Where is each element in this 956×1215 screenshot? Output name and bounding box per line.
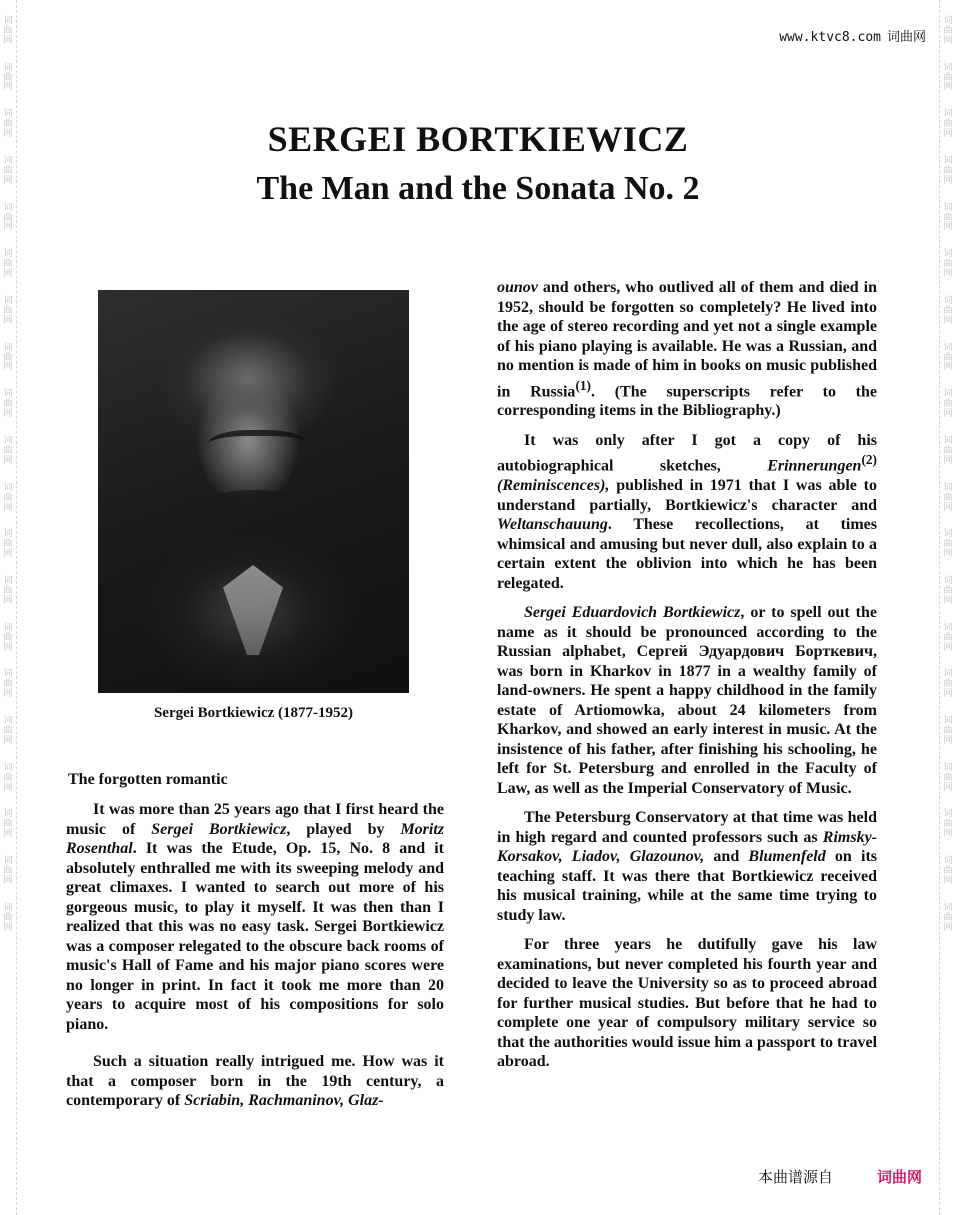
watermark-group (3, 810, 12, 840)
watermark-glyph: 网 (943, 82, 953, 93)
watermark-glyph: 曲 (3, 539, 13, 550)
watermark-group (3, 857, 12, 887)
italic-run: Blumenfeld (748, 848, 826, 866)
site-header (779, 26, 926, 45)
watermark-glyph: 网 (943, 175, 953, 186)
text-run: Such a situation really intrigued me. How was it that a composer born in the 19th century, a contemporary of (66, 1053, 444, 1109)
watermark-glyph: 网 (943, 269, 953, 280)
watermark-glyph: 词 (943, 716, 953, 727)
watermark-glyph: 曲 (3, 632, 13, 643)
italic-run: ounov (497, 279, 538, 296)
watermark-group (943, 857, 952, 887)
watermark-glyph: 网 (3, 129, 13, 140)
watermark-glyph: 网 (943, 922, 953, 933)
watermark-glyph: 网 (943, 455, 953, 466)
watermark-glyph: 曲 (3, 72, 13, 83)
watermark-glyph: 词 (3, 109, 13, 120)
watermark-group (943, 810, 952, 840)
watermark-glyph: 曲 (3, 912, 13, 923)
footer-brand-link[interactable]: 词曲网 (876, 1168, 922, 1186)
watermark-glyph: 曲 (3, 865, 13, 876)
watermark-glyph: 词 (943, 529, 953, 540)
watermark-glyph: 曲 (943, 725, 953, 736)
watermark-group (943, 530, 952, 560)
watermark-glyph: 网 (943, 782, 953, 793)
watermark-glyph: 曲 (943, 585, 953, 596)
photo-shading (213, 490, 293, 508)
watermark-glyph: 网 (3, 409, 13, 420)
watermark-glyph: 曲 (3, 165, 13, 176)
watermark-glyph: 曲 (943, 912, 953, 923)
watermark-glyph: 网 (3, 35, 13, 46)
watermark-glyph: 词 (3, 342, 13, 353)
watermark-glyph: 曲 (943, 305, 953, 316)
watermark-glyph: 曲 (3, 119, 13, 130)
section-heading: The forgotten romantic (68, 771, 228, 788)
footer (758, 1166, 922, 1187)
watermark-glyph: 曲 (3, 585, 13, 596)
watermark-glyph: 曲 (943, 772, 953, 783)
watermark-group (943, 624, 952, 654)
text-run: . It was the Etude, Op. 15, No. 8 and it absolutely enthralled me with its sweeping melody and great climaxes. I wanted to search out more of his gorgeous music, to play it myself. It was then than I realized that this was no easy task. Sergei Bortkiewicz was a composer relegated to the obscure back rooms of music's Hall of Fame and his major piano scores were no longer in print. In fact it took me more than 20 years to acquire most of his compositions for solo piano. (66, 840, 444, 1033)
watermark-glyph: 词 (943, 249, 953, 260)
watermark-glyph: 词 (3, 296, 13, 307)
text-run: , or to spell out the name as it should be pronounced according to the Russian alphabet, Сергей Эдуардович Борткевич, was born in Kharkov in 1877 in a wealthy family of land-owners. He spent a happy childhood in the family estate of Artiomowka, about 24 kilometers from Kharkov, and showed an early interest in music. At the insistence of his father, after finishing his schooling, he left for St. Petersburg and enrolled in the Faculty of Law, as well as the Imperial Conservatory of Music. (497, 604, 878, 797)
watermark-glyph: 网 (3, 875, 13, 886)
watermark-glyph: 曲 (3, 212, 13, 223)
watermark-glyph: 曲 (943, 25, 953, 36)
watermark-glyph: 网 (943, 735, 953, 746)
watermark-group (943, 577, 952, 607)
article-paragraph (497, 603, 877, 798)
watermark-group (943, 764, 952, 794)
photo-shading (208, 430, 308, 466)
watermark-glyph: 曲 (3, 259, 13, 270)
watermark-glyph: 网 (943, 502, 953, 513)
watermark-glyph: 词 (943, 902, 953, 913)
watermark-glyph: 曲 (943, 679, 953, 690)
watermark-glyph: 网 (3, 549, 13, 560)
watermark-glyph: 网 (943, 222, 953, 233)
watermark-glyph: 词 (3, 529, 13, 540)
text-run: It was only after I got a copy of his autobiographical sketches, (497, 431, 877, 475)
watermark-group (943, 390, 952, 420)
watermark-glyph: 曲 (943, 492, 953, 503)
watermark-group (3, 904, 12, 934)
article-column-right (497, 278, 877, 1072)
watermark-glyph: 词 (943, 296, 953, 307)
article-paragraph (497, 935, 877, 1072)
watermark-glyph: 词 (3, 762, 13, 773)
watermark-glyph: 词 (943, 856, 953, 867)
watermark-glyph: 词 (943, 389, 953, 400)
watermark-glyph: 网 (943, 595, 953, 606)
text-run: , played by (286, 820, 401, 838)
watermark-group (943, 297, 952, 327)
watermark-group (943, 670, 952, 700)
watermark-glyph: 词 (3, 902, 13, 913)
watermark-glyph: 曲 (3, 679, 13, 690)
footnote-ref: (2) (861, 452, 877, 468)
watermark-group (943, 17, 952, 47)
watermark-glyph: 词 (3, 62, 13, 73)
italic-run: Weltanschauung (497, 516, 608, 534)
watermark-glyph: 曲 (943, 865, 953, 876)
page-title: SERGEI BORTKIEWICZ (267, 119, 689, 159)
watermark-group (3, 530, 12, 560)
watermark-glyph: 曲 (3, 352, 13, 363)
italic-run: (Reminiscences), (497, 477, 610, 495)
watermark-glyph: 曲 (943, 72, 953, 83)
site-url-link[interactable]: www.ktvc8.com (779, 30, 881, 45)
watermark-glyph: 词 (3, 249, 13, 260)
watermark-group (3, 484, 12, 514)
watermark-glyph: 网 (3, 502, 13, 513)
text-run: The Petersburg Conservatory at that time was held in high regard and counted professors such as (497, 809, 877, 846)
watermark-glyph: 词 (3, 669, 13, 680)
watermark-glyph: 曲 (943, 399, 953, 410)
watermark-glyph: 网 (943, 362, 953, 373)
watermark-group (3, 390, 12, 420)
watermark-glyph: 曲 (3, 772, 13, 783)
watermark-glyph: 网 (943, 549, 953, 560)
watermark-glyph: 词 (943, 762, 953, 773)
watermark-glyph: 词 (943, 622, 953, 633)
watermark-group (3, 250, 12, 280)
italic-run: Rimsky-Korsakov, Liadov, Glazounov, (497, 828, 877, 866)
watermark-glyph: 词 (943, 669, 953, 680)
watermark-glyph: 词 (3, 16, 13, 26)
watermark-glyph: 网 (943, 689, 953, 700)
article-paragraph (66, 1052, 444, 1111)
watermark-glyph: 网 (943, 315, 953, 326)
article-column-left (66, 800, 444, 1111)
text-run: published in 1971 that I was able to understand partially, Bortkiewicz's character and (497, 477, 877, 514)
watermark-group (3, 624, 12, 654)
watermark-glyph: 曲 (943, 119, 953, 130)
watermark-glyph: 网 (3, 595, 13, 606)
watermark-glyph: 词 (943, 436, 953, 447)
watermark-group (3, 717, 12, 747)
watermark-glyph: 词 (943, 482, 953, 493)
portrait-photo (98, 290, 409, 693)
watermark-glyph: 曲 (943, 165, 953, 176)
watermark-glyph: 曲 (943, 632, 953, 643)
watermark-glyph: 词 (3, 436, 13, 447)
watermark-glyph: 网 (3, 829, 13, 840)
watermark-group (943, 250, 952, 280)
watermark-glyph: 词 (3, 482, 13, 493)
watermark-group (943, 204, 952, 234)
watermark-glyph: 网 (3, 782, 13, 793)
watermark-glyph: 网 (3, 362, 13, 373)
watermark-group (3, 64, 12, 94)
watermark-group (943, 484, 952, 514)
watermark-glyph: 词 (3, 856, 13, 867)
watermark-group (3, 204, 12, 234)
watermark-glyph: 网 (943, 129, 953, 140)
watermark-group (3, 17, 12, 47)
watermark-glyph: 曲 (3, 399, 13, 410)
watermark-glyph: 词 (943, 16, 953, 26)
watermark-glyph: 词 (3, 156, 13, 167)
watermark-glyph: 词 (3, 576, 13, 587)
watermark-glyph: 曲 (3, 445, 13, 456)
watermark-glyph: 网 (3, 82, 13, 93)
page-subtitle: The Man and the Sonata No. 2 (256, 170, 700, 207)
watermark-glyph: 网 (3, 642, 13, 653)
watermark-glyph: 网 (3, 735, 13, 746)
article-paragraph (497, 278, 877, 421)
watermark-glyph: 词 (943, 62, 953, 73)
article-paragraph (497, 431, 877, 593)
watermark-glyph: 曲 (3, 305, 13, 316)
watermark-glyph: 曲 (943, 212, 953, 223)
watermark-glyph: 词 (943, 576, 953, 587)
watermark-glyph: 词 (943, 342, 953, 353)
site-brand: 词曲网 (886, 30, 926, 45)
watermark-group (943, 717, 952, 747)
watermark-glyph: 词 (3, 622, 13, 633)
footnote-ref: (1) (575, 377, 591, 393)
watermark-group (3, 577, 12, 607)
text-run: on its teaching staff. It was there that Bortkiewicz received his musical training, while at the same time trying to study law. (497, 848, 878, 924)
watermark-group (3, 344, 12, 374)
photo-shading (223, 565, 283, 655)
article-paragraph (497, 808, 877, 925)
watermark-glyph: 网 (943, 829, 953, 840)
watermark-glyph: 词 (943, 809, 953, 820)
watermark-group (943, 64, 952, 94)
text-run: For three years he dutifully gave his law examinations, but never completed his fourth year and decided to leave the University so as to proceed abroad for further musical studies. But before that he had to complete one year of compulsory military service so that the authorities would issue him a passport to travel abroad. (497, 936, 878, 1071)
text-run: It was more than 25 years ago that I first heard the music of (66, 801, 444, 838)
footer-source-text: 本曲谱源自 (757, 1168, 833, 1186)
watermark-glyph: 曲 (3, 819, 13, 830)
watermark-glyph: 网 (3, 689, 13, 700)
watermark-glyph: 网 (943, 409, 953, 420)
watermark-glyph: 网 (3, 175, 13, 186)
watermark-glyph: 曲 (943, 445, 953, 456)
watermark-group (3, 437, 12, 467)
watermark-glyph: 词 (3, 716, 13, 727)
italic-run: Erinnerungen (767, 457, 862, 475)
watermark-glyph: 曲 (3, 725, 13, 736)
italic-run: Moritz Rosenthal (66, 820, 445, 857)
photo-caption: Sergei Bortkiewicz (1877-1952) (153, 705, 354, 721)
watermark-glyph: 词 (943, 109, 953, 120)
watermark-glyph: 曲 (943, 352, 953, 363)
watermark-group (943, 344, 952, 374)
italic-run: Scriabin, Rachmaninov, Glaz- (184, 1092, 384, 1109)
text-run: and (704, 848, 749, 866)
watermark-glyph: 词 (3, 202, 13, 213)
watermark-glyph: 网 (3, 922, 13, 933)
watermark-group (3, 764, 12, 794)
watermark-glyph: 词 (943, 156, 953, 167)
watermark-glyph: 曲 (3, 492, 13, 503)
watermark-glyph: 曲 (943, 259, 953, 270)
watermark-group (3, 670, 12, 700)
text-run: . (The superscripts refer to the corresponding items in the Bibliography.) (497, 382, 877, 420)
text-run: . These recollections, at times whimsical and amusing but never dull, also explain to a certain extent the oblivion into which he has been relegated. (497, 516, 877, 592)
watermark-glyph: 词 (3, 389, 13, 400)
watermark-glyph: 网 (3, 269, 13, 280)
watermark-glyph: 曲 (943, 819, 953, 830)
watermark-group (943, 904, 952, 934)
italic-run: Sergei Eduardovich Bortkiewicz (524, 604, 741, 622)
watermark-glyph: 网 (943, 875, 953, 886)
watermark-group (943, 437, 952, 467)
text-run: and others, who outlived all of them and died in 1952, should be forgotten so completely? He lived into the age of stereo recording and yet not a single example of his piano playing is available. He was a Russian, and no mention is made of him in books on music published in Russia (497, 279, 877, 400)
watermark-glyph: 曲 (3, 25, 13, 36)
watermark-glyph: 词 (3, 809, 13, 820)
italic-run: Sergei Bortkiewicz (151, 820, 287, 838)
article-paragraph (66, 800, 444, 1034)
watermark-glyph: 网 (3, 315, 13, 326)
watermark-group (3, 297, 12, 327)
watermark-glyph: 曲 (943, 539, 953, 550)
watermark-glyph: 网 (3, 455, 13, 466)
watermark-glyph: 网 (943, 642, 953, 653)
watermark-glyph: 词 (943, 202, 953, 213)
watermark-glyph: 网 (3, 222, 13, 233)
watermark-glyph: 网 (943, 35, 953, 46)
